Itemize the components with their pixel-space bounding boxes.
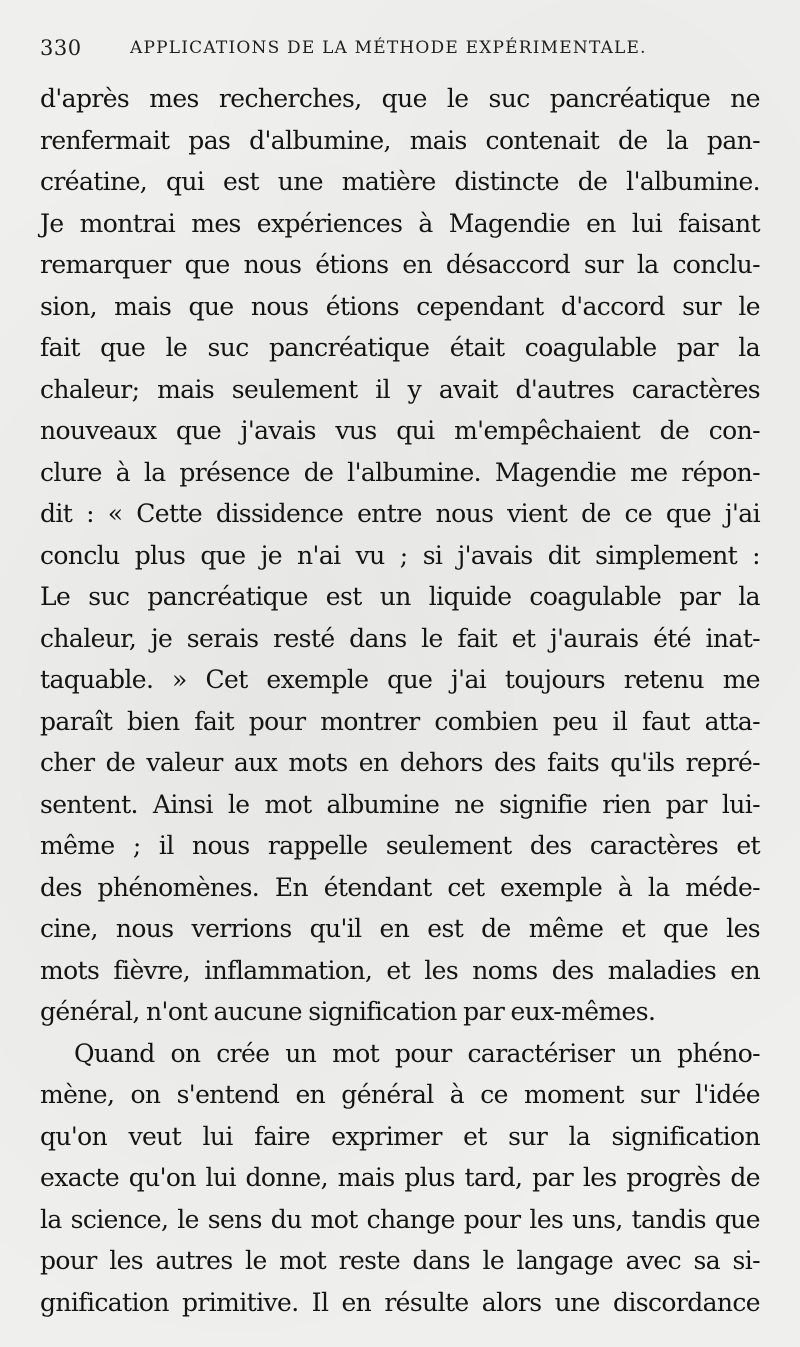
text-line: taquable. » Cet exemple que j'ai toujours retenu me — [40, 665, 760, 694]
text-line: clure à la présence de l'albumine. Magendie me répon- — [40, 457, 760, 487]
text-line: conclu plus que je n'ai vu ; si j'avais dit simplement : — [40, 540, 760, 570]
body-text — [40, 78, 760, 1323]
text-line: paraît bien fait pour montrer combien peu il faut atta- — [40, 706, 760, 736]
text-line: mots fièvre, inflammation, et les noms des maladies en — [40, 955, 760, 985]
paragraph-2 — [40, 1033, 760, 1324]
text-line: cher de valeur aux mots en dehors des faits qu'ils repré- — [40, 748, 760, 777]
running-title: APPLICATIONS DE LA MÉTHODE EXPÉRIMENTALE. — [130, 38, 647, 58]
text-line: sion, mais que nous étions cependant d'accord sur le — [40, 291, 760, 321]
text-line: pour les autres le mot reste dans le langage avec sa si- — [40, 1246, 760, 1275]
text-line: qu'on veut lui faire exprimer et sur la signification — [40, 1121, 760, 1151]
text-line: remarquer que nous étions en désaccord sur la conclu- — [40, 250, 760, 279]
text-line: des phénomènes. En étendant cet exemple à la méde- — [40, 872, 760, 902]
text-line: même ; il nous rappelle seulement des caractères et — [40, 831, 760, 860]
text-line: sentent. Ainsi le mot albumine ne signifie rien par lui- — [40, 789, 760, 819]
paragraph-1 — [40, 78, 760, 1033]
text-line: général, n'ont aucune signification par eux-mêmes. — [40, 997, 656, 1026]
text-line: mène, on s'entend en général à ce moment sur l'idée — [40, 1080, 760, 1109]
text-line: créatine, qui est une matière distincte de l'albumine. — [40, 167, 760, 196]
text-line: renfermait pas d'albumine, mais contenait de la pan- — [40, 125, 760, 155]
text-line: Je montrai mes expériences à Magendie en lui faisant — [40, 208, 760, 238]
text-line: dit : « Cette dissidence entre nous vient de ce que j'ai — [40, 499, 760, 528]
text-line: la science, le sens du mot change pour les uns, tandis que — [40, 1204, 760, 1234]
text-line: chaleur, je serais resté dans le fait et j'aurais été inat- — [40, 623, 760, 653]
running-head — [40, 36, 760, 66]
text-line: d'après mes recherches, que le suc pancréatique ne — [40, 84, 760, 113]
text-line: exacte qu'on lui donne, mais plus tard, par les progrès de — [40, 1163, 760, 1192]
text-line: chaleur; mais seulement il y avait d'autres caractères — [40, 374, 760, 404]
text-line: fait que le suc pancréatique était coagulable par la — [40, 333, 760, 362]
text-line: Le suc pancréatique est un liquide coagulable par la — [40, 582, 760, 611]
text-line: Quand on crée un mot pour caractériser un phéno- — [74, 1038, 760, 1068]
text-line: nouveaux que j'avais vus qui m'empêchaient de con- — [40, 416, 760, 445]
page-number: 330 — [40, 36, 82, 60]
text-line: cine, nous verrions qu'il en est de même et que les — [40, 914, 760, 943]
text-line: gnification primitive. Il en résulte alors une discordance — [40, 1287, 760, 1317]
